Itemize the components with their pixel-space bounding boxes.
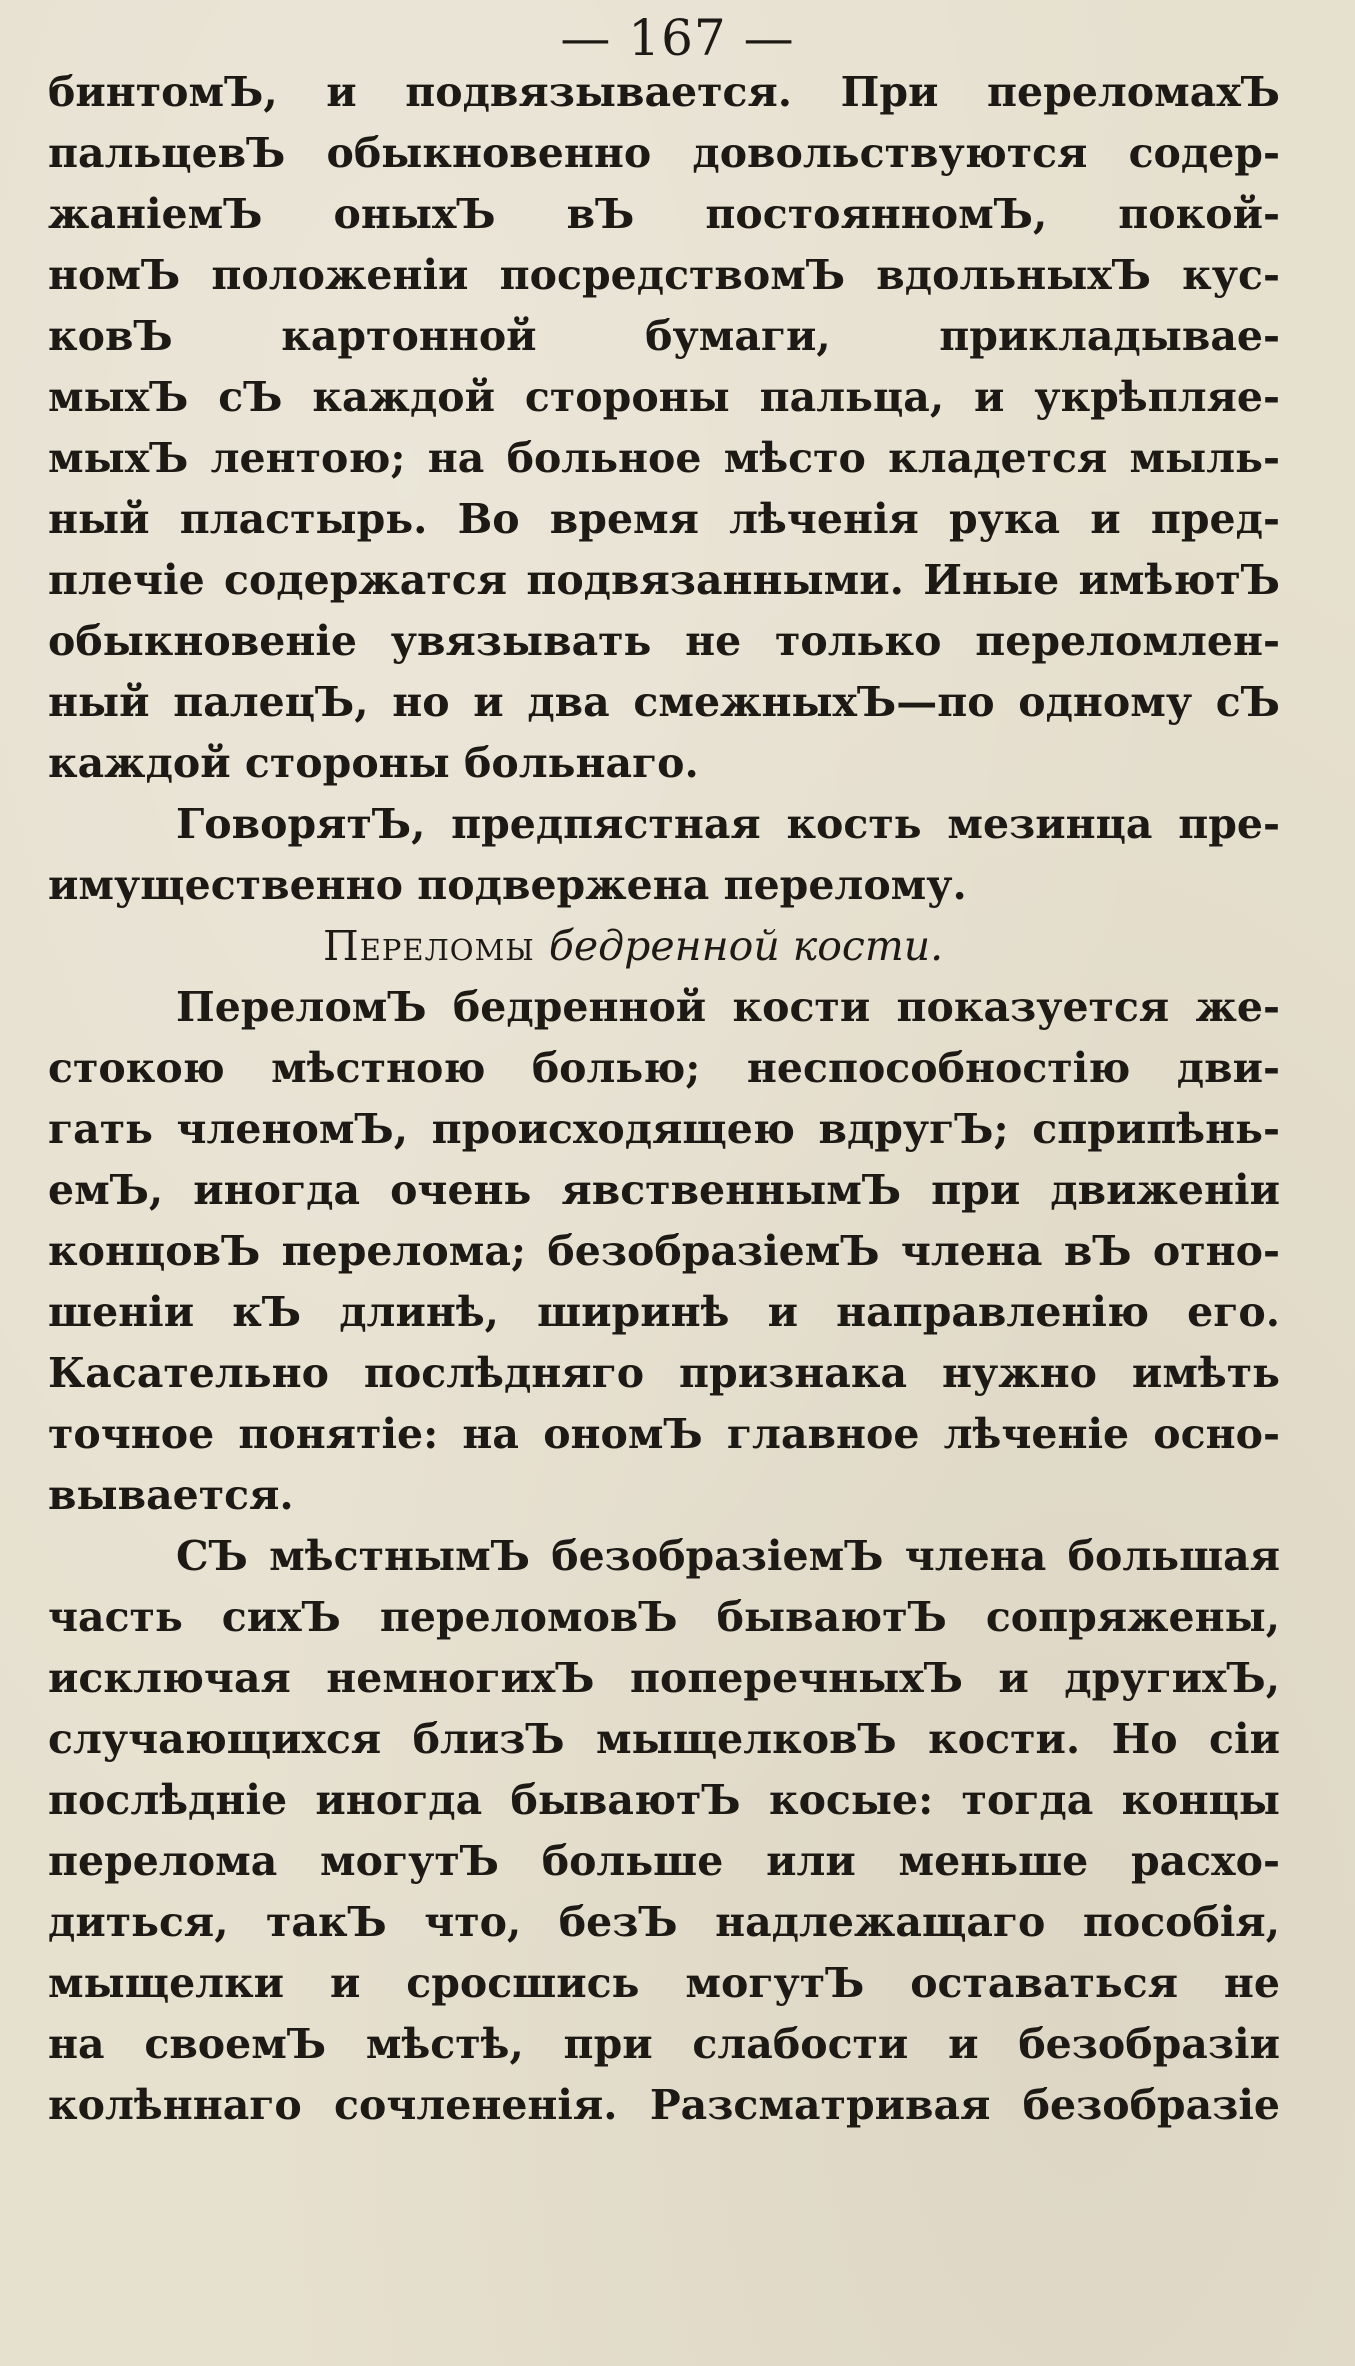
text-line: точное понятіе: на ономЪ главное лѣченіе осно- <box>48 1410 1280 1458</box>
text-line: перелома могутЪ больше или меньше расхо- <box>48 1837 1280 1885</box>
page-text <box>48 62 1280 2136</box>
text-line: номЪ положеніи посредствомЪ вдольныхЪ кус- <box>48 251 1280 299</box>
text-line: ПереломЪ бедренной кости показуется же- <box>176 983 1280 1031</box>
text-line: вывается. <box>48 1471 294 1519</box>
text-line: СЪ мѣстнымЪ безобразіемЪ члена большая <box>176 1532 1280 1580</box>
text-line: концовЪ перелома; безобразіемЪ члена вЪ отно- <box>48 1227 1280 1275</box>
text-line: Касательно послѣдняго признака нужно имѣть <box>48 1349 1280 1397</box>
text-line: каждой стороны больнаго. <box>48 739 699 787</box>
section-heading <box>48 916 1280 977</box>
text-line: ГоворятЪ, предпястная кость мезинца пре- <box>176 800 1280 848</box>
text-line: емЪ, иногда очень явственнымЪ при движеніи <box>48 1166 1280 1214</box>
text-line: ный палецЪ, но и два смежныхЪ—по одному сЪ <box>48 678 1280 726</box>
text-line: диться, такЪ что, безЪ надлежащаго пособія, <box>48 1898 1280 1946</box>
text-line: ный пластырь. Во время лѣченія рука и пред- <box>48 495 1280 543</box>
text-line: на своемЪ мѣстѣ, при слабости и безобразіи <box>48 2020 1280 2068</box>
text-line: пальцевЪ обыкновенно довольствуются содер- <box>48 129 1280 177</box>
text-line: ковЪ картонной бумаги, прикладывае- <box>48 312 1280 360</box>
text-line: бинтомЪ, и подвязывается. При переломахЪ <box>48 68 1280 116</box>
page-number: — 167 — <box>560 9 795 67</box>
text-block-2 <box>48 977 1280 2136</box>
text-line: жаніемЪ оныхЪ вЪ постоянномЪ, покой- <box>48 190 1280 238</box>
text-line: обыкновеніе увязывать не только переломлен- <box>48 617 1280 665</box>
text-line: колѣннаго сочлененія. Разсматривая безобразіе <box>48 2081 1280 2129</box>
text-line: мыхЪ сЪ каждой стороны пальца, и укрѣпляе- <box>48 373 1280 421</box>
text-line: часть сихЪ переломовЪ бываютЪ сопряжены, <box>48 1593 1280 1641</box>
text-line: имущественно подвержена перелому. <box>48 861 967 909</box>
text-block-1 <box>48 62 1280 916</box>
text-line: мыщелки и сросшись могутЪ оставаться не <box>48 1959 1280 2007</box>
text-line: исключая немногихЪ поперечныхЪ и другихЪ, <box>48 1654 1280 1702</box>
text-line: плечіе содержатся подвязанными. Иные имѣютЪ <box>48 556 1280 604</box>
text-line: стокою мѣстною болью; неспособностію дви- <box>48 1044 1280 1092</box>
text-line: шеніи кЪ длинѣ, ширинѣ и направленію его. <box>48 1288 1280 1336</box>
text-line: случающихся близЪ мыщелковЪ кости. Но сіи <box>48 1715 1280 1763</box>
heading-normal: Переломы <box>323 922 549 970</box>
text-line: послѣдніе иногда бываютЪ косые: тогда концы <box>48 1776 1280 1824</box>
text-line: гать членомЪ, происходящею вдругЪ; сприпѣнь- <box>48 1105 1280 1153</box>
heading-italic: бедренной кости. <box>548 922 944 970</box>
text-line: мыхЪ лентою; на больное мѣсто кладется мыль- <box>48 434 1280 482</box>
